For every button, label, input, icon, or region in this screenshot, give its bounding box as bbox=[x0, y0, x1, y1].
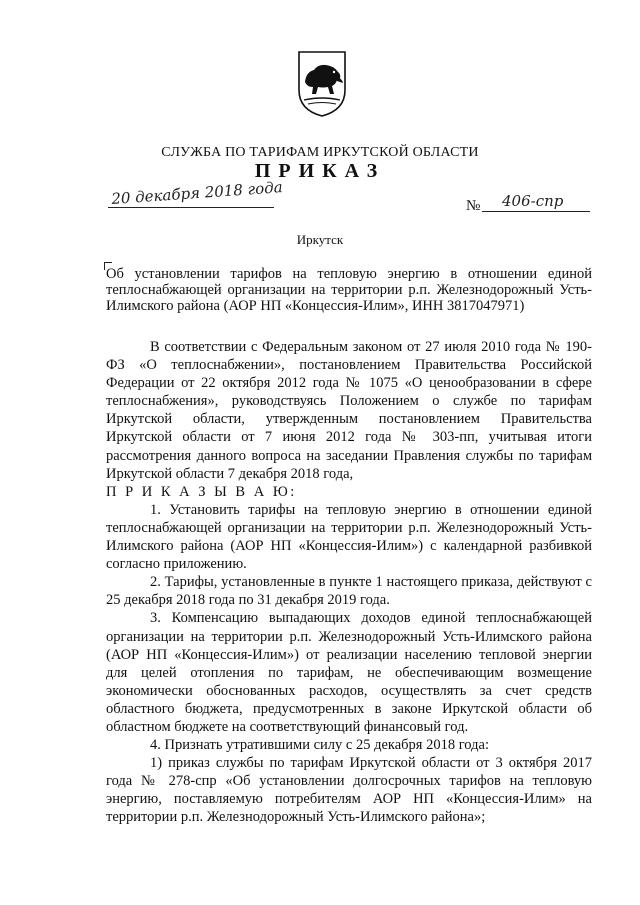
coat-of-arms-icon bbox=[296, 50, 348, 118]
document-subject: Об установлении тарифов на тепловую энергию в отношении единой теплоснабжающей организации на территории р.п. Железнодорожный Усть-Илимского района (АОР НП «Концессия-Илим», ИНН 3817047971) bbox=[106, 266, 592, 314]
agency-name: СЛУЖБА ПО ТАРИФАМ ИРКУТСКОЙ ОБЛАСТИ bbox=[161, 145, 479, 160]
clause-4: 4. Признать утратившими силу с 25 декабря 2018 года: bbox=[150, 737, 489, 754]
preamble-paragraph: В соответствии с Федеральным законом от 27 июля 2010 года № 190-ФЗ «О теплоснабжении», постановлением Правительства Российской Федерации от 22 октября 2012 года № 1075 «О ценообразовании в сфере теплоснабжения», руководствуясь Положением о службе по тарифам Иркутской области, утвержденным постановлением Правительства Иркутской области от 7 июня 2012 года № 303-пп, учитывая итоги рассмотрения данного вопроса на заседании Правления службы по тарифам Иркутской области 7 декабря 2018 года, bbox=[106, 339, 592, 482]
number-underline bbox=[482, 211, 590, 212]
date-underline bbox=[108, 207, 274, 208]
handwritten-number: 406-спр bbox=[502, 192, 564, 210]
city: Иркутск bbox=[296, 232, 344, 247]
document-title: ПРИКАЗ bbox=[254, 160, 386, 182]
number-sign: № bbox=[466, 198, 481, 214]
order-word: П Р И К А З Ы В А Ю: bbox=[106, 483, 297, 500]
clause-2: 2. Тарифы, установленные в пункте 1 настоящего приказа, действуют с 25 декабря 2018 года по 31 декабря 2019 года. bbox=[106, 574, 592, 609]
clause-3: 3. Компенсацию выпадающих доходов единой теплоснабжающей организации на территории р.п. Железнодорожный Усть-Илимского района (АОР НП «Концессия-Илим») от реализации населению тепловой энергии для целей отопления по тарифам, не обеспечивающим возмещение экономически обоснованных расходов, осуществлять за счет средств областного бюджета, предусмотренных в законе Иркутской области об областном бюджете на соответствующий финансовый год. bbox=[106, 610, 592, 735]
clause-1: 1. Установить тарифы на тепловую энергию в отношении единой теплоснабжающей организации на территории р.п. Железнодорожный Усть-Илимского района (АОР НП «Концессия-Илим») с календарной разбивкой согласно приложению. bbox=[106, 501, 592, 573]
clause-4-subitem-1: 1) приказ службы по тарифам Иркутской области от 3 октября 2017 года № 278-спр «Об установлении долгосрочных тарифов на тепловую энергию, поставляемую потребителям АОР НП «Концессия-Илим» на территории р.п. Железнодорожный Усть-Илимского района»; bbox=[106, 755, 592, 826]
handwritten-date: 20 декабря 2018 года bbox=[110, 178, 284, 208]
document-body bbox=[106, 338, 592, 827]
